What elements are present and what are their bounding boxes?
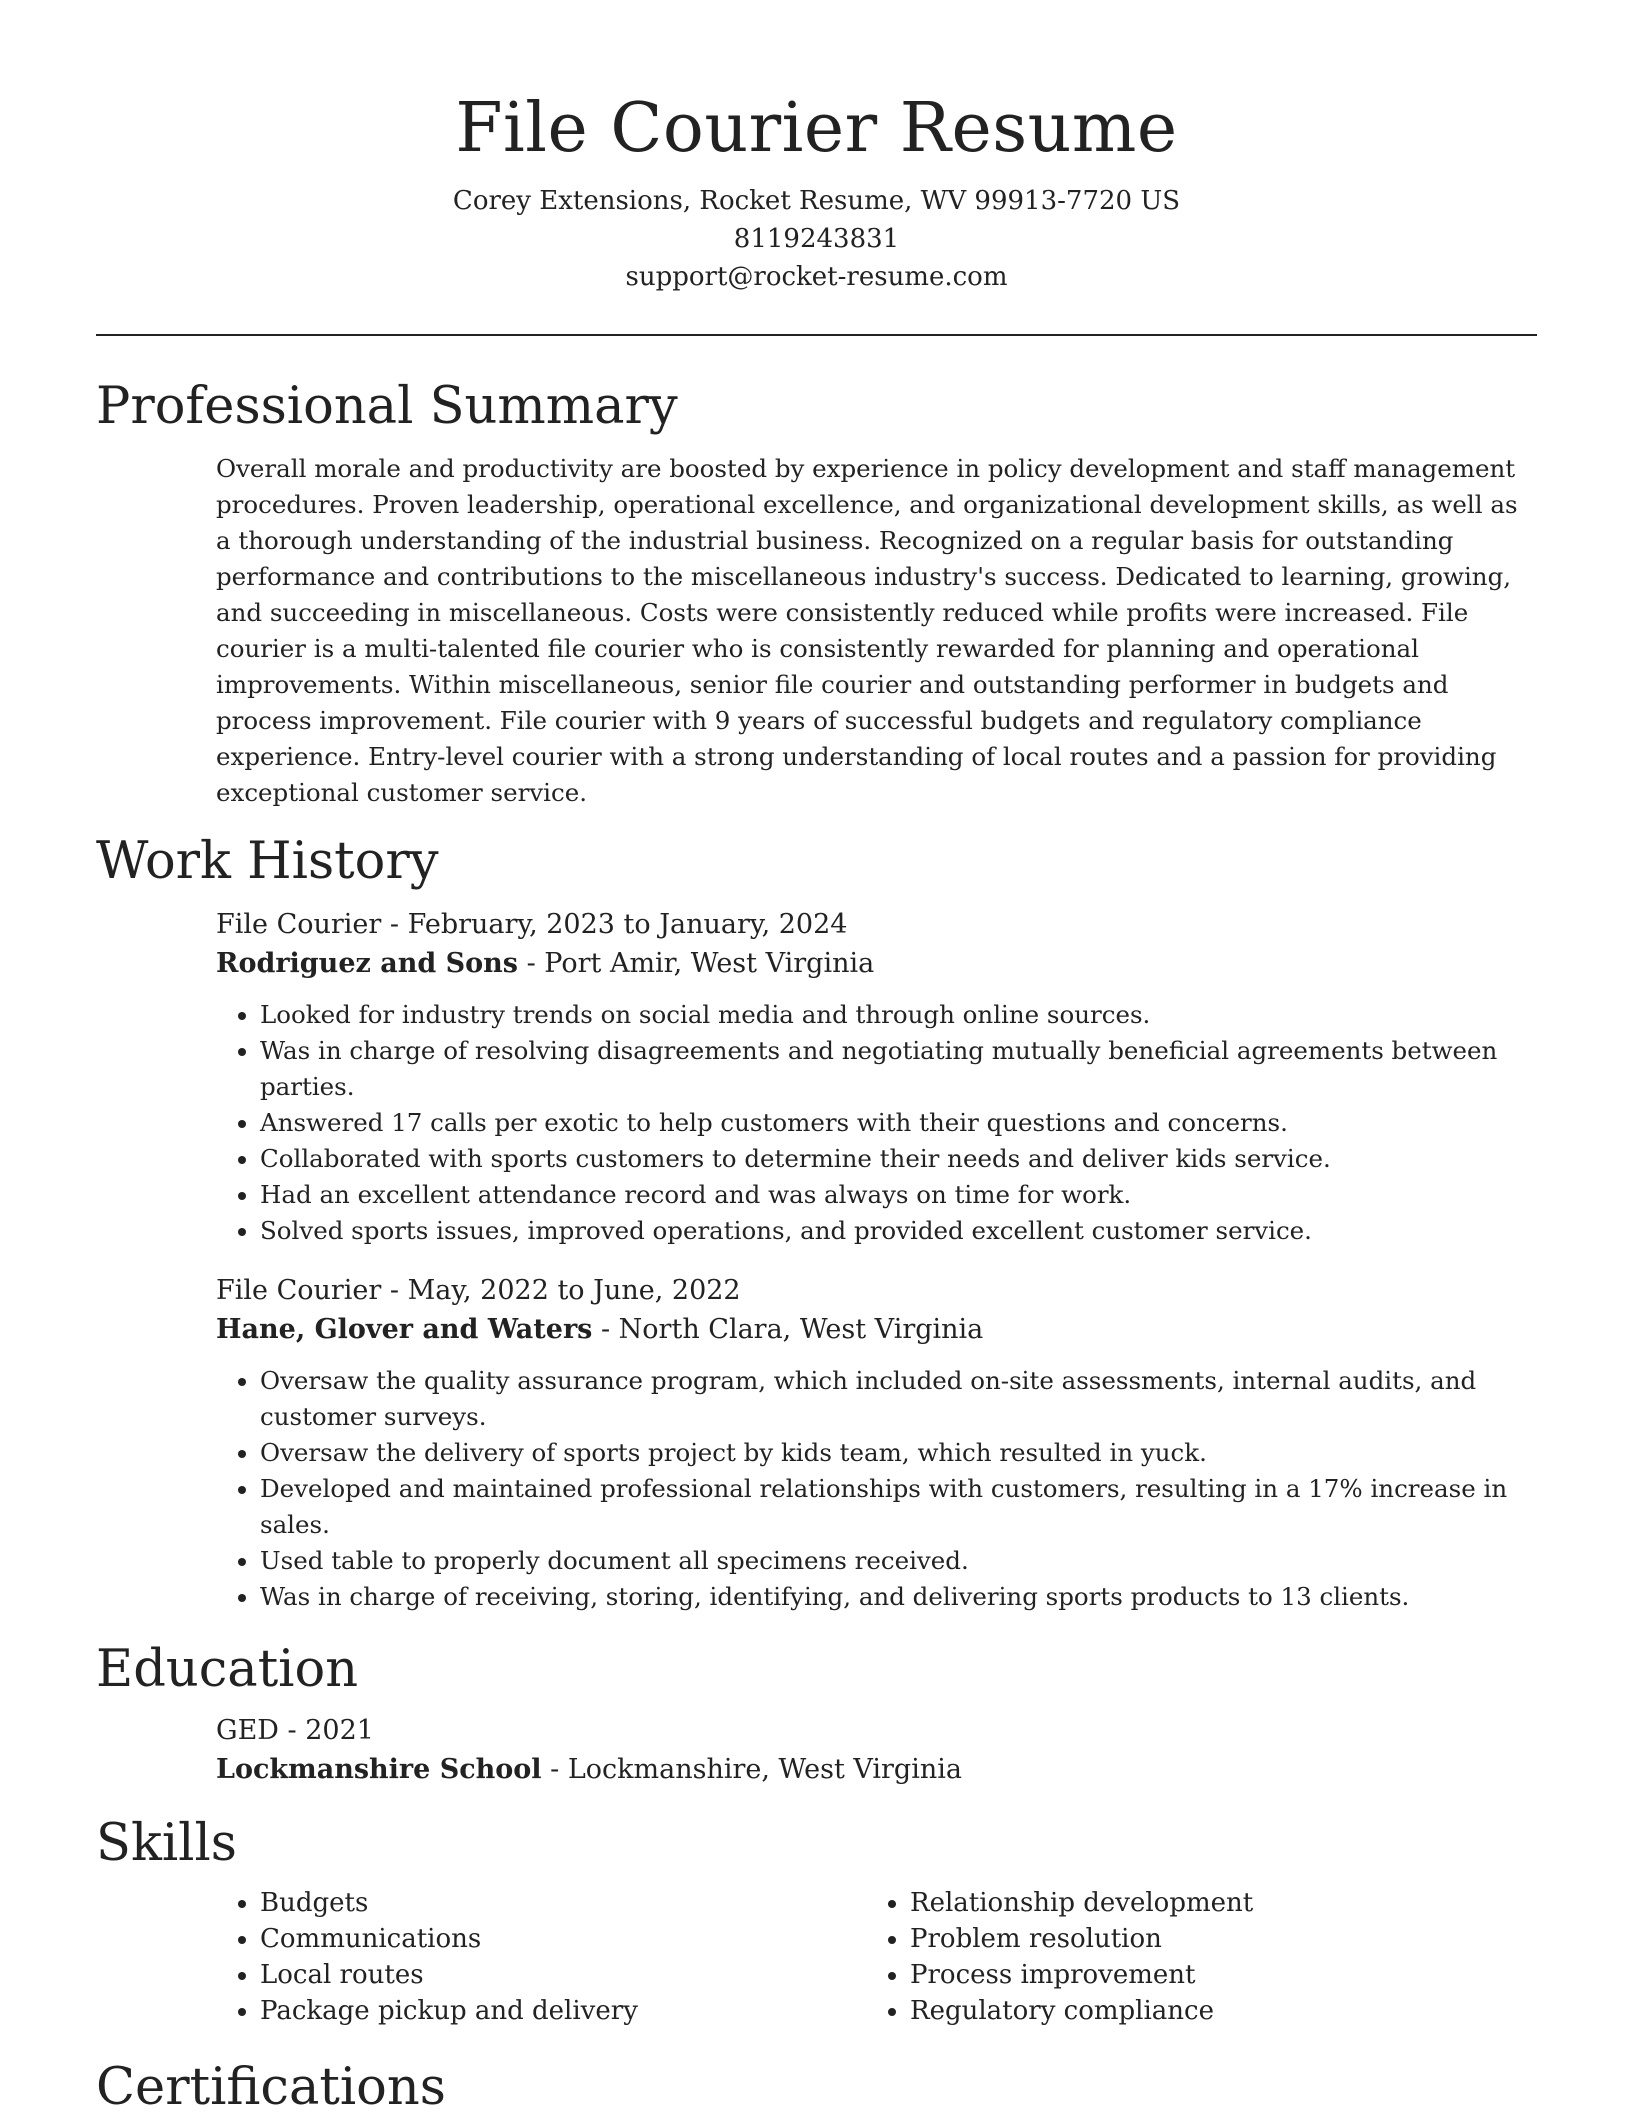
work-history-section: [96, 827, 1537, 1615]
skill-item: • Communications: [260, 1921, 866, 1957]
skill-item: • Process improvement: [910, 1957, 1516, 1993]
job-bullet: • Oversaw the delivery of sports project by kids team, which resulted in yuck.: [260, 1435, 1537, 1471]
skill-item: • Package pickup and delivery: [260, 1993, 866, 2029]
job-bullet: • Oversaw the quality assurance program, which included on-site assessments, internal audits, and customer surveys.: [260, 1363, 1537, 1435]
skill-item: • Problem resolution: [910, 1921, 1516, 1957]
skills-column-right: [866, 1885, 1516, 2029]
skills-section: [96, 1809, 1537, 2029]
job-company: Hane, Glover and Waters: [216, 1314, 593, 1345]
header-divider: [96, 334, 1537, 336]
contact-phone: 8119243831: [733, 224, 900, 254]
job-dates: - May, 2022 to June, 2022: [381, 1275, 741, 1306]
certifications-heading: Certifications: [96, 2058, 446, 2117]
job-entry: [216, 1271, 1537, 1615]
education-heading: Education: [96, 1640, 359, 1699]
skills-grid: [216, 1885, 1537, 2029]
job-company-line: [216, 944, 1537, 983]
job-bullet: • Developed and maintained professional relationships with customers, resulting in a 17% increase in sales.: [260, 1471, 1537, 1543]
job-bullets: [216, 1363, 1537, 1615]
job-bullet: • Answered 17 calls per exotic to help customers with their questions and concerns.: [260, 1105, 1537, 1141]
job-title: File Courier: [216, 909, 382, 940]
job-title-line: [216, 1271, 1537, 1310]
education-body: [216, 1711, 1537, 1789]
education-section: [96, 1635, 1537, 1789]
education-school-line: [216, 1750, 1537, 1789]
summary-text: Overall morale and productivity are boosted by experience in policy development and staff management procedures. Proven leadership, operational excellence, and organizational development skills, as well as a thorough understanding of the industrial business. Recognized on a regular basis for outstanding performance and contributions to the miscellaneous industry's success. Dedicated to learning, growing, and succeeding in miscellaneous. Costs were consistently reduced while profits were increased. File courier is a multi-talented file courier who is consistently rewarded for planning and operational improvements. Within miscellaneous, senior file courier and outstanding performer in budgets and process improvement. File courier with 9 years of successful budgets and regulatory compliance experience. Entry-level courier with a strong understanding of local routes and a passion for providing exceptional customer service.: [216, 454, 1518, 807]
job-title-line: [216, 905, 1537, 944]
job-bullet: • Used table to properly document all specimens received.: [260, 1543, 1537, 1579]
summary-heading: Professional Summary: [96, 377, 678, 436]
job-entry: [216, 905, 1537, 1249]
certifications-section: [96, 2053, 1537, 2123]
job-dates: - February, 2023 to January, 2024: [381, 909, 848, 940]
contact-block: [96, 182, 1537, 296]
contact-address: Corey Extensions, Rocket Resume, WV 99913-7720 US: [452, 186, 1181, 216]
job-bullet: • Was in charge of receiving, storing, identifying, and delivering sports products to 13 clients.: [260, 1579, 1537, 1615]
skill-item: • Budgets: [260, 1885, 866, 1921]
work-history-body: [216, 905, 1537, 1615]
resume-header: [96, 0, 1537, 296]
job-bullet: • Had an excellent attendance record and was always on time for work.: [260, 1177, 1537, 1213]
job-bullets: [216, 997, 1537, 1249]
skill-item: • Regulatory compliance: [910, 1993, 1516, 2029]
skills-heading: Skills: [96, 1814, 237, 1873]
job-bullet: • Looked for industry trends on social media and through online sources.: [260, 997, 1537, 1033]
job-company-line: [216, 1310, 1537, 1349]
education-school: Lockmanshire School: [216, 1754, 542, 1785]
contact-email: support@rocket-resume.com: [625, 262, 1008, 292]
skills-column-left: [216, 1885, 866, 2029]
work-history-heading: Work History: [96, 832, 439, 891]
job-location: - North Clara, West Virginia: [592, 1314, 984, 1345]
job-bullet: • Solved sports issues, improved operations, and provided excellent customer service.: [260, 1213, 1537, 1249]
job-location: - Port Amir, West Virginia: [517, 948, 875, 979]
job-company: Rodriguez and Sons: [216, 948, 518, 979]
summary-body: [216, 451, 1537, 811]
job-title: File Courier: [216, 1275, 382, 1306]
resume-page: [96, 0, 1537, 2123]
education-degree: GED - 2021: [216, 1715, 374, 1746]
resume-title: File Courier Resume: [455, 89, 1178, 168]
skills-list-right: [866, 1885, 1516, 2029]
skill-item: • Local routes: [260, 1957, 866, 1993]
summary-section: [96, 372, 1537, 811]
job-bullet: • Was in charge of resolving disagreements and negotiating mutually beneficial agreements between parties.: [260, 1033, 1537, 1105]
education-location: - Lockmanshire, West Virginia: [541, 1754, 962, 1785]
skill-item: • Relationship development: [910, 1885, 1516, 1921]
skills-list-left: [216, 1885, 866, 2029]
job-bullet: • Collaborated with sports customers to determine their needs and deliver kids service.: [260, 1141, 1537, 1177]
